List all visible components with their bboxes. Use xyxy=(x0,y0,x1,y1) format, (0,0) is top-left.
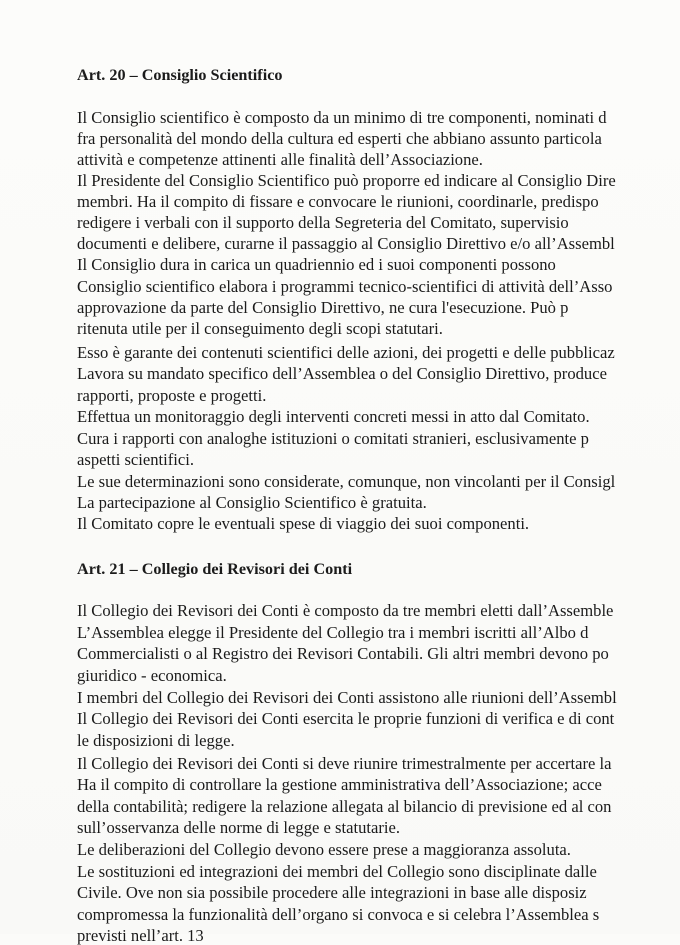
article-20-line: documenti e delibere, curarne il passaggio al Consiglio Direttivo e/o all’Assembl xyxy=(77,234,615,253)
article-20-line: Lavora su mandato specifico dell’Assemblea o del Consiglio Direttivo, produce xyxy=(77,364,607,383)
article-20-line: ritenuta utile per il conseguimento degli scopi statutari. xyxy=(77,319,443,338)
article-20-heading: Art. 20 – Consiglio Scientifico xyxy=(77,66,283,84)
article-20-line: Consiglio scientifico elabora i programmi tecnico-scientifici di attività dell’Asso xyxy=(77,277,613,296)
article-20-line: Il Comitato copre le eventuali spese di viaggio dei suoi componenti. xyxy=(77,514,530,533)
article-20-line: rapporti, proposte e progetti. xyxy=(77,386,267,405)
article-21-line: le disposizioni di legge. xyxy=(77,731,235,750)
article-20-line: redigere i verbali con il supporto della Segreteria del Comitato, supervisio xyxy=(77,213,569,232)
article-21-line: Commercialisti o al Registro dei Revisori Contabili. Gli altri membri devono po xyxy=(77,644,609,663)
article-21-line: Le sostituzioni ed integrazioni dei membri del Collegio sono disciplinate dalle xyxy=(77,862,597,881)
article-20-line: Cura i rapporti con analoghe istituzioni o comitati stranieri, esclusivamente p xyxy=(77,429,589,448)
article-21-line: Il Collegio dei Revisori dei Conti esercita le proprie funzioni di verifica e di cont xyxy=(77,709,615,728)
article-20-line: Le sue determinazioni sono considerate, comunque, non vincolanti per il Consigl xyxy=(77,472,616,491)
article-20-line: Il Presidente del Consiglio Scientifico può proporre ed indicare al Consiglio Dire xyxy=(77,171,616,190)
article-21-line: I membri del Collegio dei Revisori dei Conti assistono alle riunioni dell’Assembl xyxy=(77,688,617,707)
article-20-line: attività e competenze attinenti alle finalità dell’Associazione. xyxy=(77,150,483,169)
article-20-line: Effettua un monitoraggio degli interventi concreti messi in atto dal Comitato. xyxy=(77,407,590,426)
article-21-line: compromessa la funzionalità dell’organo si convoca e si celebra l’Assemblea s xyxy=(77,905,600,924)
article-21-line: Le deliberazioni del Collegio devono essere prese a maggioranza assoluta. xyxy=(77,840,571,859)
article-21-line: della contabilità; redigere la relazione allegata al bilancio di previsione ed al con xyxy=(77,797,612,816)
article-21-line: sull’osservanza delle norme di legge e statutarie. xyxy=(77,818,400,837)
article-20-line: approvazione da parte del Consiglio Direttivo, ne cura l'esecuzione. Può p xyxy=(77,298,569,317)
article-20-line: Esso è garante dei contenuti scientifici delle azioni, dei progetti e delle pubblicaz xyxy=(77,343,615,362)
article-20-line: aspetti scientifici. xyxy=(77,450,195,469)
article-21-heading: Art. 21 – Collegio dei Revisori dei Conti xyxy=(77,560,353,578)
article-20-line: membri. Ha il compito di fissare e convocare le riunioni, coordinarle, predispo xyxy=(77,192,599,211)
article-21-line: Civile. Ove non sia possibile procedere alle integrazioni in base alle disposiz xyxy=(77,883,587,902)
article-21-line: giuridico - economica. xyxy=(77,666,227,685)
article-21-line: Il Collegio dei Revisori dei Conti è composto da tre membri eletti dall’Assemble xyxy=(77,601,614,620)
article-20-line: fra personalità del mondo della cultura ed esperti che abbiano assunto particola xyxy=(77,129,602,148)
article-21-line: Ha il compito di controllare la gestione amministrativa dell’Associazione; acce xyxy=(77,775,602,794)
article-21-line: Il Collegio dei Revisori dei Conti si deve riunire trimestralmente per accertare la xyxy=(77,754,612,773)
article-20-line: Il Consiglio scientifico è composto da un minimo di tre componenti, nominati d xyxy=(77,108,607,127)
article-20-line: La partecipazione al Consiglio Scientifico è gratuita. xyxy=(77,493,427,512)
article-21-line: previsti nell’art. 13 xyxy=(77,926,204,945)
article-21-line: L’Assemblea elegge il Presidente del Collegio tra i membri iscritti all’Albo d xyxy=(77,623,589,642)
article-20-line: Il Consiglio dura in carica un quadriennio ed i suoi componenti possono xyxy=(77,255,556,274)
